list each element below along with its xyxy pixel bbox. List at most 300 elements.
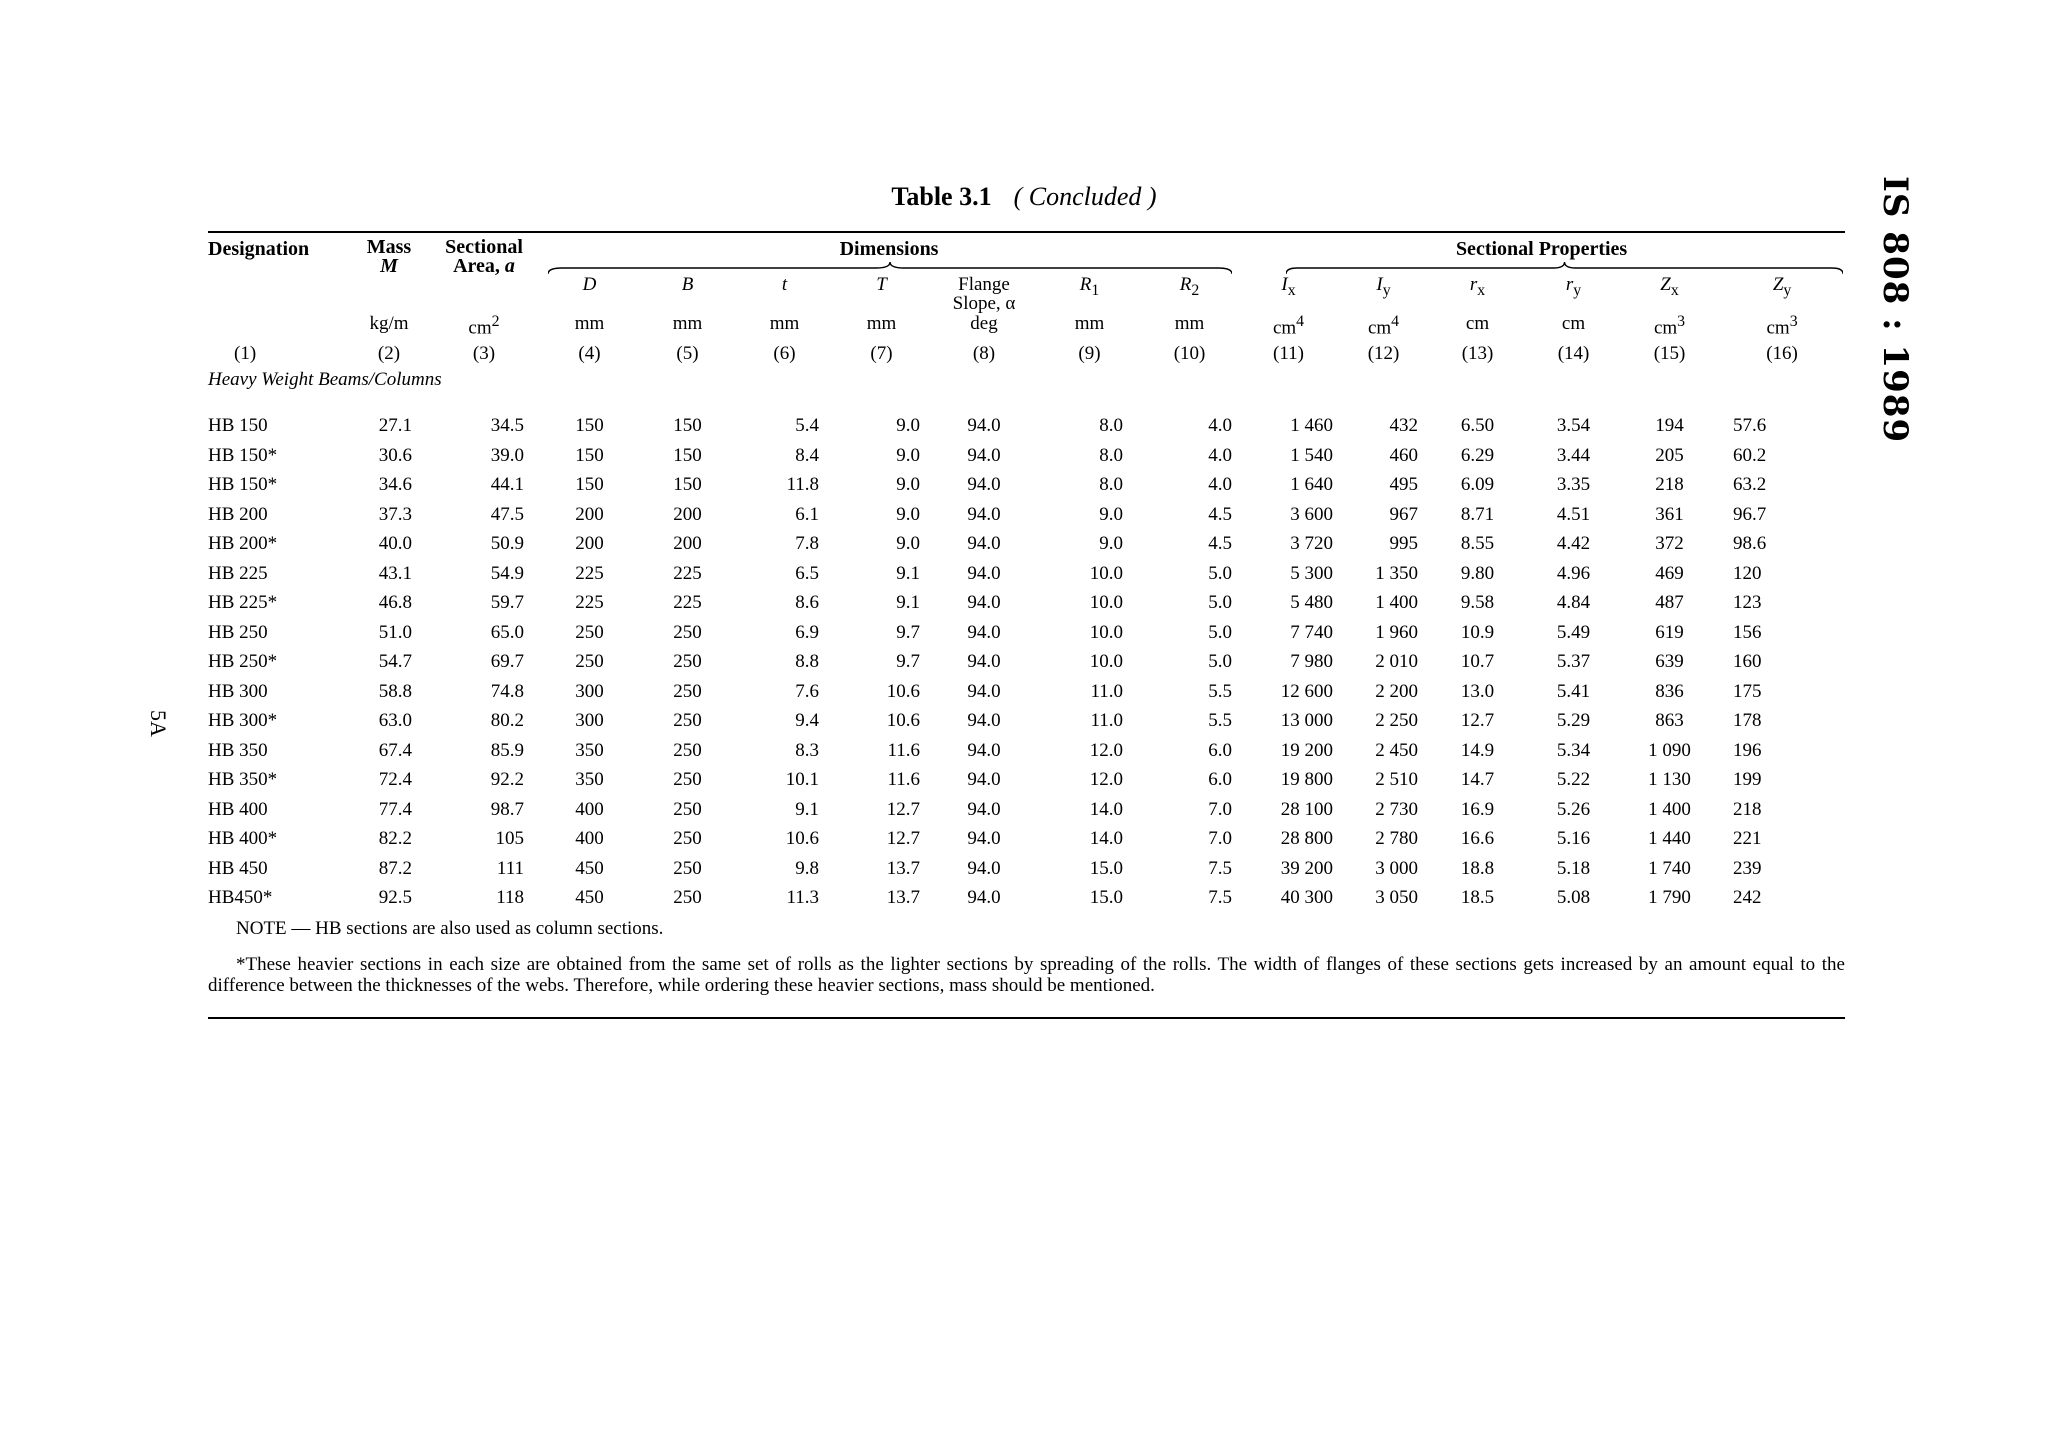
table-row [208, 500, 1845, 530]
table-row [208, 736, 1845, 766]
table-cell: 63.0 [378, 710, 412, 732]
table-cell: 469 [1655, 562, 1684, 584]
table-cell: 361 [1655, 503, 1684, 525]
table-cell: 7 740 [1290, 621, 1334, 643]
table-cell: 300 [575, 710, 604, 732]
table-cell: 12.7 [886, 798, 920, 820]
table-cell: 40 300 [1280, 887, 1334, 909]
header-D: D [582, 274, 597, 295]
table-cell: 432 [1389, 415, 1419, 437]
table-cell: 1 440 [1648, 828, 1691, 850]
table-cell: 1 540 [1290, 444, 1334, 466]
table-cell: 10.6 [785, 828, 819, 850]
table-cell: 11.0 [1090, 680, 1123, 702]
table-cell: 5.49 [1556, 621, 1591, 643]
colnum-14: (14) [1557, 343, 1590, 365]
table-cell: 94.0 [967, 592, 1001, 614]
table-cell: 10.1 [785, 769, 819, 791]
table-cell: 175 [1733, 680, 1762, 702]
unit-Zx [1620, 313, 1719, 339]
table-cell: 250 [673, 680, 702, 702]
designation-cell: HB 250* [208, 651, 278, 673]
unit-Zx-base: cm [1653, 317, 1678, 339]
table-cell: 19 800 [1280, 769, 1334, 791]
colnum-4: (4) [578, 343, 601, 365]
table-cell: 94.0 [967, 828, 1001, 850]
table-cell: 225 [673, 592, 702, 614]
header-rx [1428, 275, 1527, 313]
table-cell: 5.16 [1556, 828, 1591, 850]
unit-B: mm [672, 313, 703, 334]
designation-cell: HB 400 [208, 798, 268, 820]
header-R1-sub: 1 [1091, 281, 1100, 299]
table-cell: 8.3 [795, 739, 819, 761]
table-cell: 92.2 [490, 769, 524, 791]
table-cell: 1 640 [1290, 474, 1334, 496]
unit-rx: cm [1465, 313, 1490, 334]
table-cell: 9.0 [1099, 533, 1123, 555]
unit-area [428, 313, 540, 339]
table-cell: 250 [673, 887, 702, 909]
table-cell: 250 [575, 621, 604, 643]
table-cell: 87.2 [378, 857, 412, 879]
table-cell: 5.08 [1556, 887, 1591, 909]
table-cell: 11.6 [887, 769, 920, 791]
header-row-groups [208, 236, 1845, 275]
header-area-label: Sectional [445, 236, 523, 258]
unit-Iy-sup: 4 [1391, 313, 1400, 330]
table-cell: 5.5 [1208, 710, 1233, 732]
designation-cell: HB 150* [208, 474, 278, 496]
table-cell: 9.0 [896, 444, 920, 466]
unit-Ix-sup: 4 [1296, 313, 1305, 330]
table-cell: 47.5 [490, 503, 524, 525]
table-cell: 80.2 [490, 710, 524, 732]
table-row [208, 854, 1845, 884]
table-note: NOTE — HB sections are also used as column sections. [236, 918, 664, 939]
table-cell: 9.1 [896, 562, 920, 584]
table-cell: 4.0 [1208, 444, 1233, 466]
unit-Zx-sup: 3 [1677, 313, 1686, 330]
designation-cell: HB 225* [208, 592, 278, 614]
table-cell: 69.7 [490, 651, 524, 673]
dimensions-brace-line [548, 261, 1232, 275]
table-cell: 8.0 [1099, 444, 1123, 466]
table-cell: 15.0 [1089, 857, 1123, 879]
table-cell: 3.54 [1556, 415, 1591, 437]
table-cell: 7.5 [1208, 857, 1233, 879]
table-cell: 12.7 [1460, 710, 1495, 732]
table-cell: 4.5 [1208, 533, 1233, 555]
table-cell: 34.6 [378, 474, 412, 496]
designation-cell: HB 350 [208, 739, 268, 761]
unit-area-base: cm [468, 317, 492, 339]
table-cell: 11.6 [887, 739, 920, 761]
table-cell: 5.5 [1208, 680, 1233, 702]
table-cell: 242 [1733, 887, 1762, 909]
table-cell: 2 510 [1375, 769, 1419, 791]
table-cell: 150 [575, 474, 604, 496]
table-cell: 6.09 [1460, 474, 1495, 496]
table-cell: 1 400 [1648, 798, 1691, 820]
table-cell: 118 [496, 887, 524, 909]
page-number: 5A [146, 710, 171, 737]
table-cell: 13 000 [1280, 710, 1334, 732]
table-cell: 200 [575, 533, 604, 555]
table-cell: 111 [496, 857, 524, 879]
dimensions-brace [548, 261, 1232, 275]
table-cell: 3.35 [1556, 474, 1591, 496]
table-cell: 250 [673, 798, 702, 820]
header-Zy [1719, 275, 1845, 313]
table-cell: 300 [575, 680, 604, 702]
table-cell: 13.7 [886, 887, 920, 909]
table-cell: 250 [673, 651, 702, 673]
table-cell: 54.9 [490, 562, 524, 584]
table-cell: 450 [575, 857, 604, 879]
table-row [208, 559, 1845, 589]
header-mass-symbol: M [380, 255, 398, 277]
table-cell: 218 [1655, 474, 1684, 496]
table-cell: 5.0 [1208, 562, 1233, 584]
colnum-6: (6) [773, 343, 796, 365]
table-row [208, 795, 1845, 825]
table-cell: 28 100 [1280, 798, 1334, 820]
unit-Ix-base: cm [1272, 317, 1297, 339]
table-cell: 28 800 [1280, 828, 1334, 850]
table-cell: 63.2 [1733, 474, 1767, 496]
header-Ix-sub: x [1287, 281, 1296, 299]
table-row [208, 588, 1845, 618]
table-cell: 5.0 [1208, 651, 1233, 673]
designation-cell: HB 400* [208, 828, 278, 850]
table-cell: 5.18 [1556, 857, 1591, 879]
table-cell: 14.0 [1089, 798, 1123, 820]
table-cell: 450 [575, 887, 604, 909]
table-cell: 400 [575, 828, 604, 850]
unit-designation [208, 313, 350, 339]
table-cell: 9.7 [896, 621, 920, 643]
table-cell: 160 [1733, 651, 1762, 673]
table-cell: 218 [1733, 798, 1762, 820]
section-label-row [208, 369, 1845, 411]
header-R2-symbol: R [1179, 274, 1192, 295]
table-cell: 487 [1655, 592, 1684, 614]
table-cell: 6.50 [1460, 415, 1495, 437]
table-cell: 60.2 [1733, 444, 1767, 466]
table-cell: 639 [1655, 651, 1684, 673]
table-row [208, 618, 1845, 648]
designation-cell: HB 300 [208, 680, 268, 702]
section-label: Heavy Weight Beams/Columns [208, 369, 442, 391]
unit-Iy [1339, 313, 1428, 339]
table-footnote: *These heavier sections in each size are obtained from the same set of rolls as the lighter sections by spreading of the rolls. The width of flanges of these sections gets increased by an amount equal to the difference between the thicknesses of the webs. Therefore, while ordering these heavier sections, mass should be mentioned. [208, 954, 1845, 996]
table-cell: 10.6 [886, 710, 920, 732]
table-cell: 10.0 [1089, 562, 1123, 584]
table-cell: 11.8 [786, 474, 819, 496]
table-cell: 250 [673, 739, 702, 761]
table-cell: 44.1 [490, 474, 524, 496]
table-cell: 200 [575, 503, 604, 525]
table-cell: 43.1 [378, 562, 412, 584]
section-table [208, 236, 1845, 913]
table-cell: 57.6 [1733, 415, 1767, 437]
table-cell: 94.0 [967, 444, 1001, 466]
table-cell: 225 [575, 562, 604, 584]
header-Zy-symbol: Z [1772, 274, 1784, 295]
header-R1 [1038, 275, 1141, 313]
table-cell: 7.6 [795, 680, 819, 702]
table-cell: 9.0 [896, 503, 920, 525]
table-cell: 4.96 [1556, 562, 1591, 584]
table-cell: 619 [1655, 621, 1684, 643]
table-cell: 94.0 [967, 798, 1001, 820]
table-cell: 16.9 [1460, 798, 1495, 820]
table-cell: 2 730 [1375, 798, 1419, 820]
table-cell: 13.7 [886, 857, 920, 879]
table-cell: 6.5 [795, 562, 819, 584]
table-cell: 94.0 [967, 415, 1001, 437]
table-cell: 150 [673, 415, 702, 437]
designation-cell: HB 300* [208, 710, 278, 732]
table-cell: 400 [575, 798, 604, 820]
table-cell: 5.4 [795, 415, 819, 437]
table-cell: 178 [1733, 710, 1762, 732]
table-row [208, 677, 1845, 707]
colnum-2: (2) [377, 343, 401, 365]
table-cell: 67.4 [378, 739, 412, 761]
header-flange-label2: Slope, α [952, 293, 1016, 314]
table-cell: 11.0 [1090, 710, 1123, 732]
table-cell: 5.0 [1208, 621, 1233, 643]
table-cell: 150 [673, 444, 702, 466]
table-cell: 221 [1733, 828, 1762, 850]
table-cell: 239 [1733, 857, 1762, 879]
table-cell: 250 [575, 651, 604, 673]
header-Zy-sub: y [1783, 281, 1792, 299]
header-mass-label: Mass [366, 236, 412, 258]
header-flange-slope [930, 275, 1038, 313]
table-cell: 10.0 [1089, 592, 1123, 614]
table-cell: 1 130 [1648, 769, 1691, 791]
unit-D: mm [574, 313, 605, 334]
table-cell: 7 980 [1290, 651, 1334, 673]
table-cell: 46.8 [378, 592, 412, 614]
table-cell: 150 [673, 474, 702, 496]
table-cell: 150 [575, 444, 604, 466]
table-cell: 18.5 [1460, 887, 1495, 909]
colnum-13: (13) [1461, 343, 1494, 365]
table-cell: 460 [1389, 444, 1419, 466]
table-cell: 5.41 [1556, 680, 1591, 702]
table-row [208, 706, 1845, 736]
table-cell: 11.3 [786, 887, 819, 909]
colnum-8: (8) [972, 343, 996, 365]
table-cell: 105 [495, 828, 524, 850]
table-cell: 4.0 [1208, 415, 1233, 437]
table-cell: 51.0 [378, 621, 412, 643]
table-cell: 9.8 [795, 857, 819, 879]
table-cell: 12 600 [1280, 680, 1334, 702]
table-cell: 196 [1733, 739, 1762, 761]
unit-R2: mm [1174, 313, 1205, 334]
table-cell: 6.0 [1208, 739, 1233, 761]
table-cell: 3 000 [1375, 857, 1419, 879]
table-cell: 8.55 [1460, 533, 1495, 555]
table-row [208, 441, 1845, 471]
table-cell: 9.0 [1099, 503, 1123, 525]
unit-R1: mm [1074, 313, 1105, 334]
table-cell: 123 [1733, 592, 1762, 614]
table-cell: 5 300 [1290, 562, 1334, 584]
table-cell: 9.0 [896, 474, 920, 496]
header-t: t [781, 274, 788, 295]
unit-slope: deg [970, 313, 998, 334]
table-cell: 2 010 [1375, 651, 1419, 673]
table-cell: 19 200 [1280, 739, 1334, 761]
table-cell: 65.0 [490, 621, 524, 643]
table-title-continuation: ( Concluded ) [1013, 182, 1157, 211]
dimensions-label: Dimensions [839, 238, 939, 260]
table-cell: 82.2 [378, 828, 412, 850]
header-ry-sub: y [1573, 281, 1582, 299]
table-cell: 120 [1733, 562, 1762, 584]
table-title-label: Table 3.1 [891, 182, 992, 211]
table-cell: 5.29 [1556, 710, 1591, 732]
designation-cell: HB 350* [208, 769, 278, 791]
table-cell: 1 960 [1375, 621, 1419, 643]
header-Iy-symbol: I [1376, 274, 1383, 295]
table-cell: 15.0 [1089, 887, 1123, 909]
colnum-1: (1) [234, 343, 257, 365]
table-cell: 372 [1655, 533, 1684, 555]
table-cell: 3 720 [1290, 533, 1334, 555]
table-cell: 1 740 [1648, 857, 1691, 879]
table-cell: 12.0 [1089, 769, 1123, 791]
table-cell: 9.4 [795, 710, 819, 732]
header-R2-sub: 2 [1191, 281, 1200, 299]
designation-cell: HB 225 [208, 562, 268, 584]
table-cell: 1 350 [1375, 562, 1419, 584]
table-cell: 7.5 [1208, 887, 1233, 909]
table-cell: 94.0 [967, 474, 1001, 496]
table-cell: 194 [1655, 415, 1684, 437]
notes-block [208, 918, 1845, 996]
properties-brace-line [1286, 261, 1843, 275]
table-cell: 6.1 [795, 503, 819, 525]
table-cell: 98.6 [1733, 533, 1767, 555]
table-cell: 39.0 [490, 444, 524, 466]
table-cell: 94.0 [967, 710, 1001, 732]
table-cell: 9.58 [1460, 592, 1495, 614]
table-cell: 13.0 [1460, 680, 1495, 702]
table-cell: 1 790 [1648, 887, 1691, 909]
table-cell: 250 [673, 710, 702, 732]
table-cell: 7.0 [1208, 798, 1233, 820]
table-cell: 350 [575, 769, 604, 791]
table-cell: 2 450 [1375, 739, 1419, 761]
table-cell: 16.6 [1460, 828, 1495, 850]
table-cell: 10.0 [1089, 651, 1123, 673]
table-cell: 9.0 [896, 533, 920, 555]
header-Zx [1620, 275, 1719, 313]
table-cell: 200 [673, 503, 702, 525]
header-Ix-symbol: I [1281, 274, 1288, 295]
header-area-symbol: a [504, 255, 515, 277]
table-cell: 74.8 [490, 680, 524, 702]
table-row [208, 883, 1845, 913]
table-cell: 10.9 [1460, 621, 1495, 643]
unit-T: mm [866, 313, 897, 334]
table-cell: 9.80 [1460, 562, 1495, 584]
header-ry-symbol: r [1565, 274, 1574, 295]
header-Iy-sub: y [1382, 281, 1391, 299]
table-cell: 12.0 [1089, 739, 1123, 761]
header-Ix [1238, 275, 1339, 313]
table-cell: 50.9 [490, 533, 524, 555]
header-flange-label: Flange [958, 274, 1010, 295]
table-cell: 59.7 [490, 592, 524, 614]
table-cell: 2 780 [1375, 828, 1419, 850]
table-cell: 2 250 [1375, 710, 1419, 732]
table-cell: 94.0 [967, 562, 1001, 584]
table-cell: 10.0 [1089, 621, 1123, 643]
table-cell: 14.7 [1460, 769, 1495, 791]
header-T: T [876, 274, 887, 295]
table-cell: 6.29 [1460, 444, 1495, 466]
header-Zx-sub: x [1670, 281, 1679, 299]
colnum-11: (11) [1273, 343, 1304, 365]
table-cell: 27.1 [378, 415, 412, 437]
unit-Ix [1238, 313, 1339, 339]
header-group-properties [1238, 236, 1845, 275]
header-rx-symbol: r [1469, 274, 1478, 295]
designation-cell: HB 450 [208, 857, 268, 879]
header-mass [350, 236, 428, 313]
header-R1-symbol: R [1079, 274, 1092, 295]
header-rx-sub: x [1477, 281, 1486, 299]
table-cell: 3 600 [1290, 503, 1334, 525]
table-cell: 94.0 [967, 857, 1001, 879]
table-cell: 39 200 [1280, 857, 1334, 879]
table-cell: 10.6 [886, 680, 920, 702]
header-B: B [681, 274, 694, 295]
table-cell: 5.22 [1556, 769, 1591, 791]
table-cell: 863 [1655, 710, 1684, 732]
table-cell: 199 [1733, 769, 1762, 791]
colnum-7: (7) [870, 343, 893, 365]
colnum-9: (9) [1078, 343, 1101, 365]
table-cell: 6.9 [795, 621, 819, 643]
header-area-label2: Area, [453, 255, 500, 277]
table-body [208, 411, 1845, 913]
designation-cell: HB 250 [208, 621, 268, 643]
header-group-dimensions [540, 236, 1238, 275]
table-cell: 14.0 [1089, 828, 1123, 850]
unit-Zy [1719, 313, 1845, 339]
table-cell: 250 [673, 769, 702, 791]
table-cell: 94.0 [967, 769, 1001, 791]
table-cell: 7.8 [795, 533, 819, 555]
table-cell: 250 [673, 828, 702, 850]
table-cell: 94.0 [967, 739, 1001, 761]
unit-Iy-base: cm [1367, 317, 1392, 339]
table-cell: 34.5 [490, 415, 524, 437]
table-row [208, 411, 1845, 441]
colnum-12: (12) [1367, 343, 1400, 365]
table-cell: 225 [575, 592, 604, 614]
table-row [208, 647, 1845, 677]
